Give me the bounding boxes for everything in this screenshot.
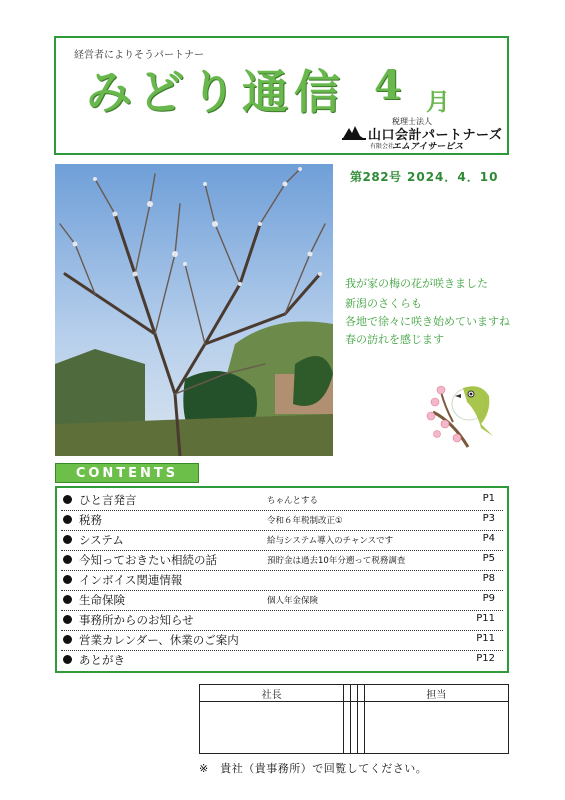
stamp-cell: [357, 702, 364, 754]
toc-page: P9: [482, 593, 495, 604]
month-suffix: 月: [426, 87, 450, 116]
toc-title: インボイス関連情報: [79, 573, 183, 587]
white-eye-bird-illustration: [423, 372, 499, 454]
toc-title: 営業カレンダー、休業のご案内: [79, 633, 239, 647]
toc-row[interactable]: [61, 490, 503, 511]
stamp-cell: [200, 702, 344, 754]
toc-page: P1: [482, 493, 495, 504]
approval-stamp-table: [199, 684, 509, 754]
toc-page: P5: [482, 553, 495, 564]
approval-header-cell: 社長: [200, 685, 344, 702]
toc-title: 今知っておきたい相続の話: [79, 553, 217, 567]
firm-logo-icon: [342, 126, 366, 140]
bullet-icon: [63, 595, 72, 604]
issue-number: 第282号: [350, 170, 402, 184]
approval-header-cell: [357, 685, 364, 702]
toc-row[interactable]: [61, 530, 503, 551]
affiliate-label: 有限会社: [370, 143, 395, 150]
toc-page: P8: [482, 573, 495, 584]
toc-page: P11: [476, 633, 495, 644]
bullet-icon: [63, 655, 72, 664]
toc-row[interactable]: [61, 570, 503, 591]
toc-subtitle: 給与システム導入のチャンスです: [267, 536, 394, 546]
toc-title: 生命保険: [79, 593, 125, 607]
bullet-icon: [63, 535, 72, 544]
issue-date: 2024．4．10: [407, 170, 499, 184]
approval-header-cell: [344, 685, 351, 702]
toc-row[interactable]: [61, 590, 503, 611]
stamp-cell: [351, 702, 358, 754]
toc-subtitle: 預貯金は過去10年分遡って税務調査: [267, 556, 406, 566]
toc-subtitle: ちゃんとする: [267, 496, 319, 506]
tagline: 経営者によりそうパートナー: [74, 50, 204, 61]
toc-subtitle: 令和６年税制改正①: [267, 516, 343, 526]
toc-row[interactable]: [61, 510, 503, 531]
contents-heading: CONTENTS: [55, 463, 199, 483]
message-line: 新潟のさくらも: [345, 297, 422, 310]
bullet-icon: [63, 515, 72, 524]
stamp-cell: [364, 702, 508, 754]
bullet-icon: [63, 615, 72, 624]
toc-page: P12: [476, 653, 495, 664]
stamp-cell: [344, 702, 351, 754]
plum-tree-photo: [55, 164, 333, 456]
toc-subtitle: 個人年金保険: [267, 596, 319, 606]
bullet-icon: [63, 635, 72, 644]
bullet-icon: [63, 555, 72, 564]
toc-title: システム: [79, 533, 124, 547]
message-line: 各地で徐々に咲き始めていますね: [345, 315, 510, 328]
toc-row[interactable]: [61, 610, 503, 631]
approval-header-cell: 担当: [364, 685, 508, 702]
affiliate-name: エムアイサービス: [392, 142, 464, 152]
toc-row[interactable]: [61, 550, 503, 571]
toc-title: あとがき: [79, 653, 125, 667]
newsletter-title: みどり通信: [86, 65, 346, 119]
message-line: 我が家の梅の花が咲きました: [345, 277, 488, 290]
toc-page: P3: [482, 513, 495, 524]
message-line: 春の訪れを感じます: [345, 333, 444, 346]
firm-label: 税理士法人: [392, 117, 432, 126]
table-of-contents: [55, 486, 509, 673]
month-number: 4: [374, 62, 402, 109]
masthead: [54, 36, 509, 155]
toc-title: ひと言発言: [79, 493, 137, 507]
approval-header-cell: [351, 685, 358, 702]
toc-row[interactable]: [61, 630, 503, 651]
firm-name: 山口会計パートナーズ: [368, 128, 503, 143]
circulation-note: ※ 貴社（貴事務所）で回覧してください。: [199, 762, 428, 775]
toc-page: P4: [482, 533, 495, 544]
toc-title: 税務: [79, 513, 102, 527]
toc-row[interactable]: [61, 650, 503, 670]
toc-page: P11: [476, 613, 495, 624]
bullet-icon: [63, 575, 72, 584]
toc-title: 事務所からのお知らせ: [79, 613, 194, 627]
bullet-icon: [63, 495, 72, 504]
